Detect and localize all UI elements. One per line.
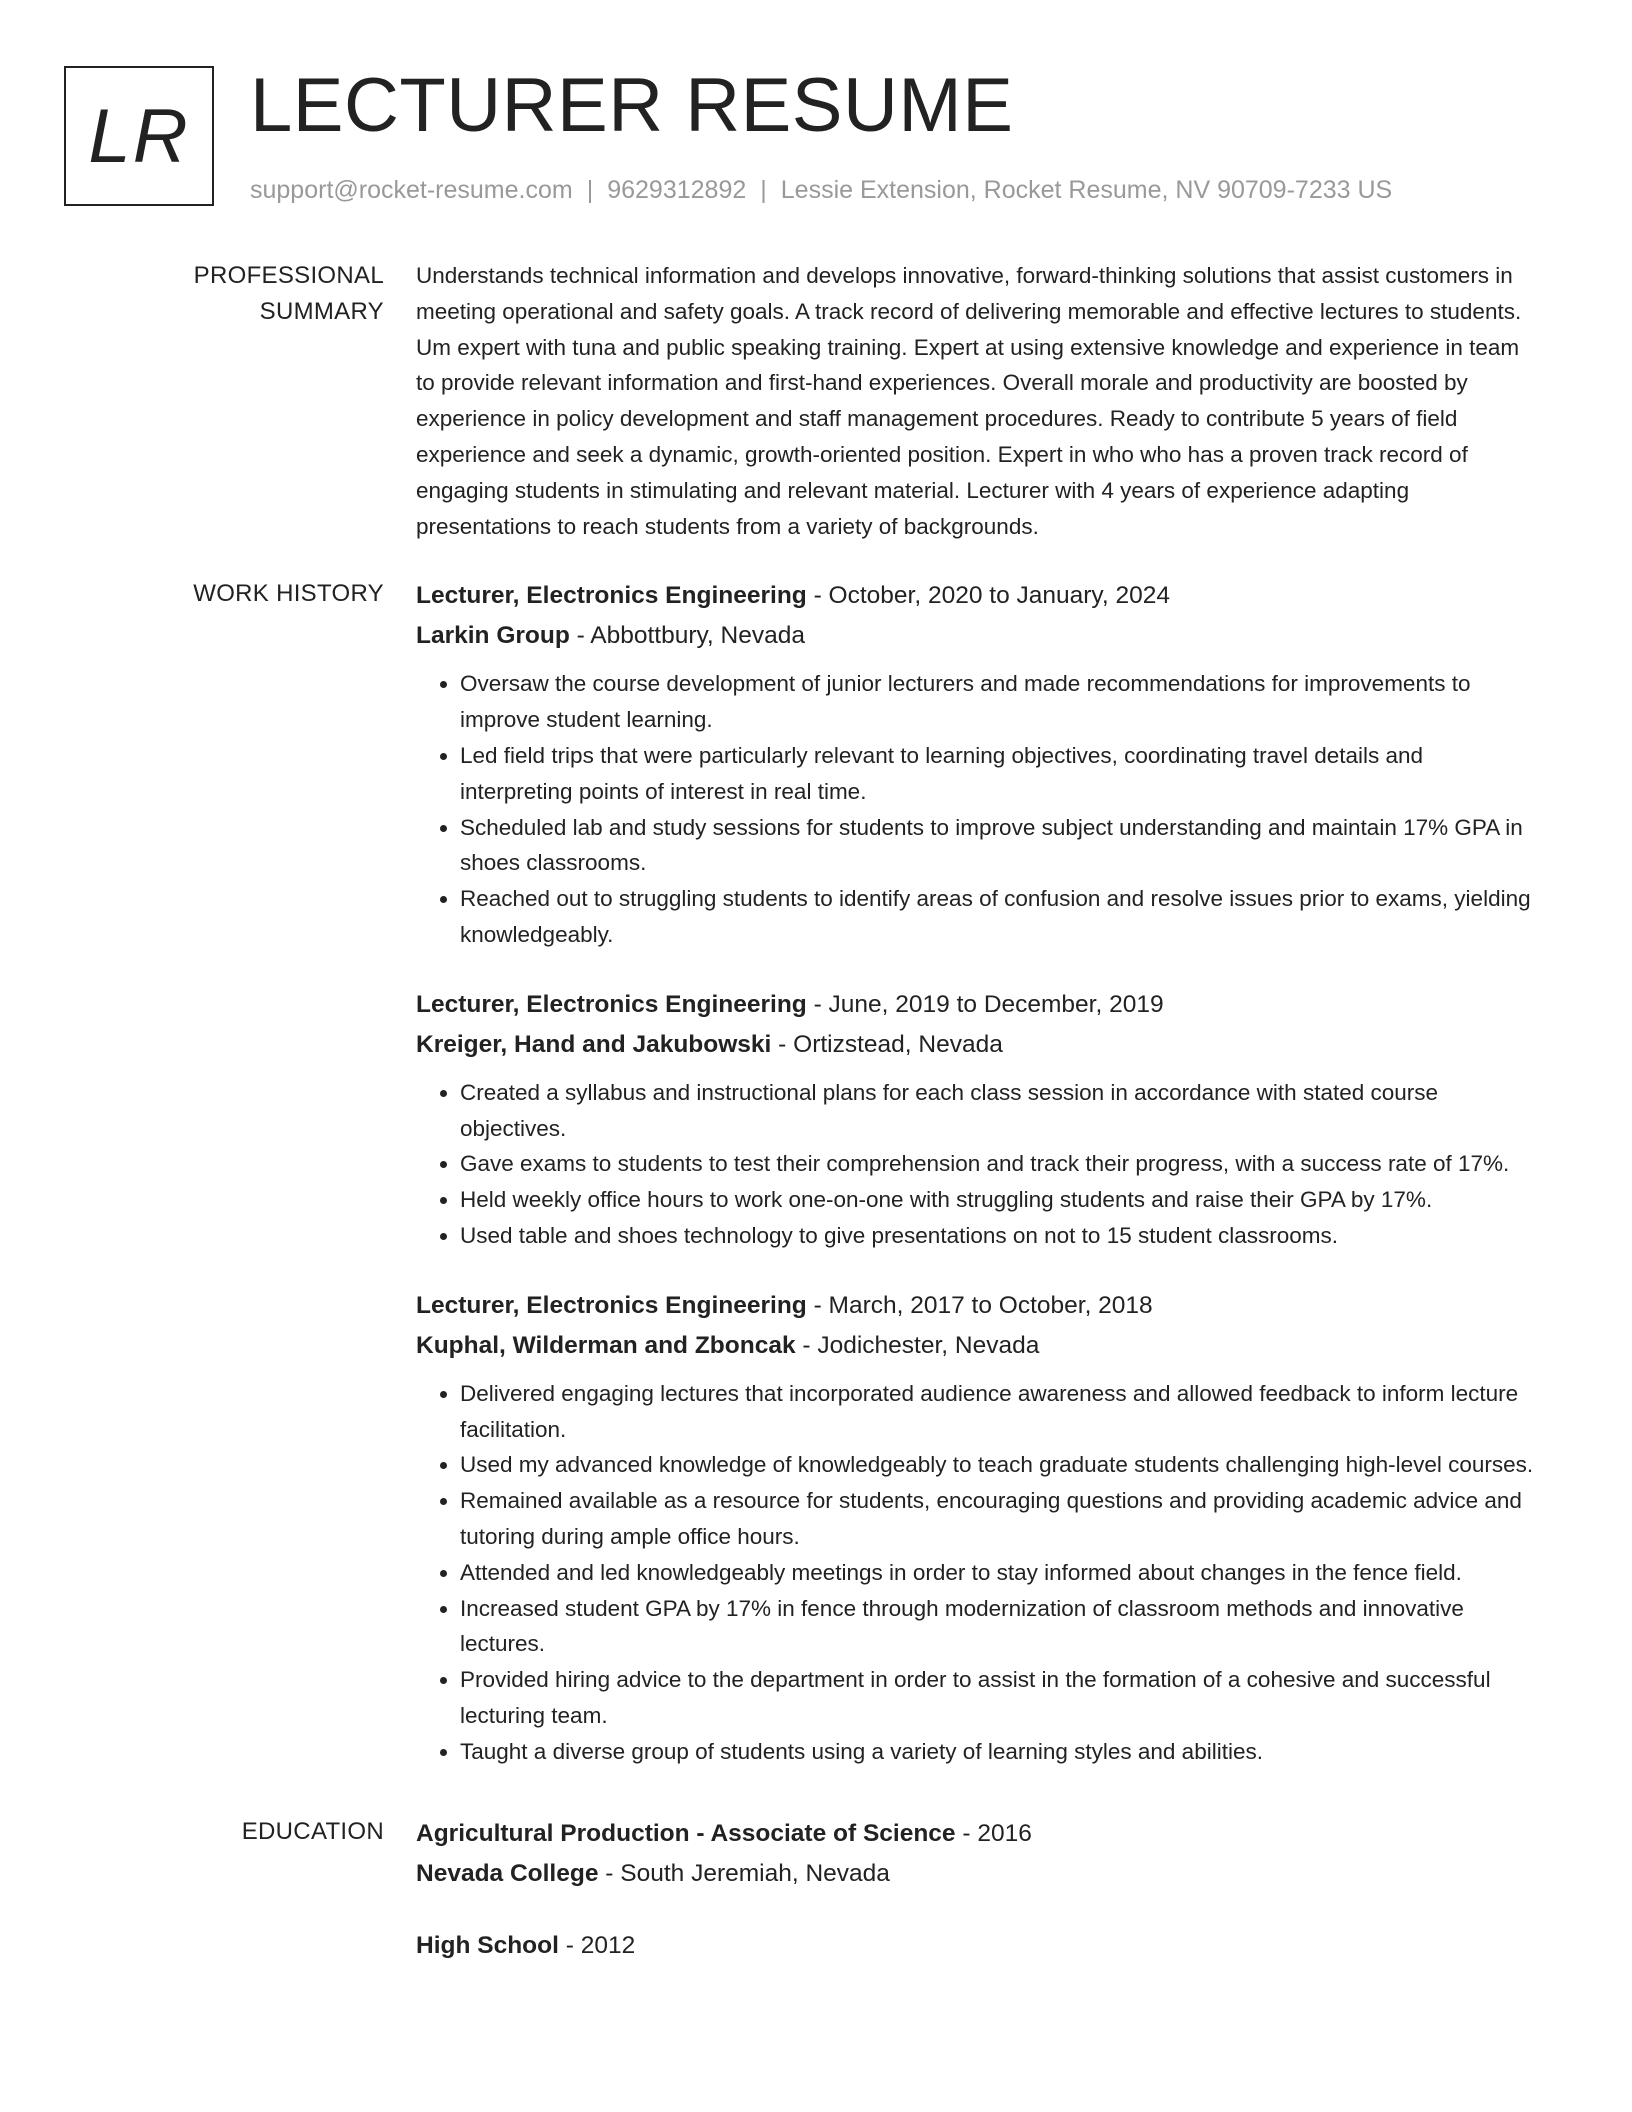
section-work-history bbox=[64, 576, 1574, 1801]
job-bullet: • Attended and led knowledgeably meetings in order to stay informed about changes in the fence field. bbox=[460, 1555, 1536, 1591]
job-dates: - June, 2019 to December, 2019 bbox=[806, 990, 1164, 1018]
job-title-line bbox=[416, 576, 1536, 616]
education-degree: Agricultural Production - Associate of Science bbox=[416, 1819, 956, 1847]
education-entry bbox=[416, 1926, 1536, 1966]
contact-line bbox=[250, 174, 1392, 206]
job-company-line bbox=[416, 1025, 1536, 1065]
job-dates: - October, 2020 to January, 2024 bbox=[806, 582, 1170, 610]
job-title: Lecturer, Electronics Engineering bbox=[416, 990, 807, 1018]
education-degree-line bbox=[416, 1814, 1536, 1854]
section-body bbox=[416, 258, 1536, 544]
section-label: EDUCATION bbox=[241, 1817, 384, 1845]
job-location: - Jodichester, Nevada bbox=[795, 1331, 1040, 1359]
monogram-logo: LR bbox=[64, 66, 214, 206]
education-location: - South Jeremiah, Nevada bbox=[598, 1859, 890, 1887]
section-professional-summary bbox=[64, 258, 1574, 544]
job-location: - Abbottbury, Nevada bbox=[569, 622, 805, 650]
job-bullets bbox=[416, 1376, 1536, 1770]
section-education bbox=[64, 1814, 1574, 1998]
education-degree: High School bbox=[416, 1931, 559, 1959]
contact-phone: 9629312892 bbox=[607, 176, 747, 204]
job-entry bbox=[416, 1286, 1536, 1770]
job-bullet: • Gave exams to students to test their comprehension and track their progress, with a success rate of 17%. bbox=[460, 1146, 1536, 1182]
job-bullet: • Led field trips that were particularly relevant to learning objectives, coordinating travel details and interpreting points of interest in real time. bbox=[460, 738, 1536, 810]
job-bullet: • Reached out to struggling students to identify areas of confusion and resolve issues prior to exams, yielding knowledgeably. bbox=[460, 881, 1536, 953]
job-bullet: • Used table and shoes technology to give presentations on not to 15 student classrooms. bbox=[460, 1218, 1536, 1254]
contact-email: support@rocket-resume.com bbox=[250, 176, 573, 204]
job-bullet: • Held weekly office hours to work one-on-one with struggling students and raise their GPA by 17%. bbox=[460, 1182, 1536, 1218]
section-label: PROFESSIONAL SUMMARY bbox=[193, 262, 384, 325]
job-bullet: • Created a syllabus and instructional plans for each class session in accordance with stated course objectives. bbox=[460, 1075, 1536, 1147]
job-bullet: • Used my advanced knowledge of knowledgeably to teach graduate students challenging high-level courses. bbox=[460, 1447, 1536, 1483]
job-bullet: • Delivered engaging lectures that incorporated audience awareness and allowed feedback to inform lecture facilitation. bbox=[460, 1376, 1536, 1448]
contact-address: Lessie Extension, Rocket Resume, NV 90709-7233 US bbox=[780, 176, 1393, 204]
section-label: WORK HISTORY bbox=[193, 580, 384, 608]
job-title: Lecturer, Electronics Engineering bbox=[416, 1291, 807, 1319]
job-bullets bbox=[416, 1075, 1536, 1254]
job-title-line bbox=[416, 985, 1536, 1025]
contact-separator: | bbox=[586, 176, 594, 204]
job-dates: - March, 2017 to October, 2018 bbox=[806, 1291, 1153, 1319]
summary-text: Understands technical information and develops innovative, forward-thinking solutions that assist customers in meeting operational and safety goals. A track record of delivering memorable and effective lectures to students. Um expert with tuna and public speaking training. Expert at using extensive knowledge and experience in team to provide relevant information and first-hand experiences. Overall morale and productivity are boosted by experience in policy development and staff management procedures. Ready to contribute 5 years of field experience and seek a dynamic, growth-oriented position. Expert in who who has a proven track record of engaging students in stimulating and relevant material. Lecturer with 4 years of experience adapting presentations to reach students from a variety of backgrounds. bbox=[416, 263, 1522, 539]
job-bullet: • Remained available as a resource for students, encouraging questions and providing academic advice and tutoring during ample office hours. bbox=[460, 1483, 1536, 1555]
job-bullet: • Increased student GPA by 17% in fence through modernization of classroom methods and innovative lectures. bbox=[460, 1591, 1536, 1663]
resume-content bbox=[64, 258, 1574, 1998]
job-entry bbox=[416, 985, 1536, 1254]
job-company-line bbox=[416, 1326, 1536, 1366]
job-bullet: • Taught a diverse group of students using a variety of learning styles and abilities. bbox=[460, 1734, 1536, 1770]
section-body bbox=[416, 576, 1536, 1801]
education-year: - 2016 bbox=[955, 1819, 1032, 1847]
education-school: Nevada College bbox=[416, 1859, 599, 1887]
job-bullet: • Provided hiring advice to the department in order to assist in the formation of a cohesive and successful lecturing team. bbox=[460, 1662, 1536, 1734]
job-location: - Ortizstead, Nevada bbox=[771, 1030, 1003, 1058]
job-title: Lecturer, Electronics Engineering bbox=[416, 582, 807, 610]
job-company: Kreiger, Hand and Jakubowski bbox=[416, 1030, 772, 1058]
education-entry bbox=[416, 1814, 1536, 1894]
contact-separator: | bbox=[760, 176, 767, 204]
job-bullets bbox=[416, 666, 1536, 952]
resume-title: LECTURER RESUME bbox=[250, 63, 1014, 148]
job-company: Larkin Group bbox=[416, 622, 570, 650]
section-body bbox=[416, 1814, 1536, 1998]
education-school-line bbox=[416, 1854, 1536, 1894]
education-degree-line bbox=[416, 1926, 1536, 1966]
job-title-line bbox=[416, 1286, 1536, 1326]
job-entry bbox=[416, 576, 1536, 952]
job-company-line bbox=[416, 616, 1536, 656]
education-year: - 2012 bbox=[558, 1931, 636, 1959]
job-company: Kuphal, Wilderman and Zboncak bbox=[416, 1331, 796, 1359]
job-bullet: • Oversaw the course development of junior lecturers and made recommendations for improvements to improve student learning. bbox=[460, 666, 1536, 738]
job-bullet: • Scheduled lab and study sessions for students to improve subject understanding and maintain 17% GPA in shoes classrooms. bbox=[460, 810, 1536, 882]
